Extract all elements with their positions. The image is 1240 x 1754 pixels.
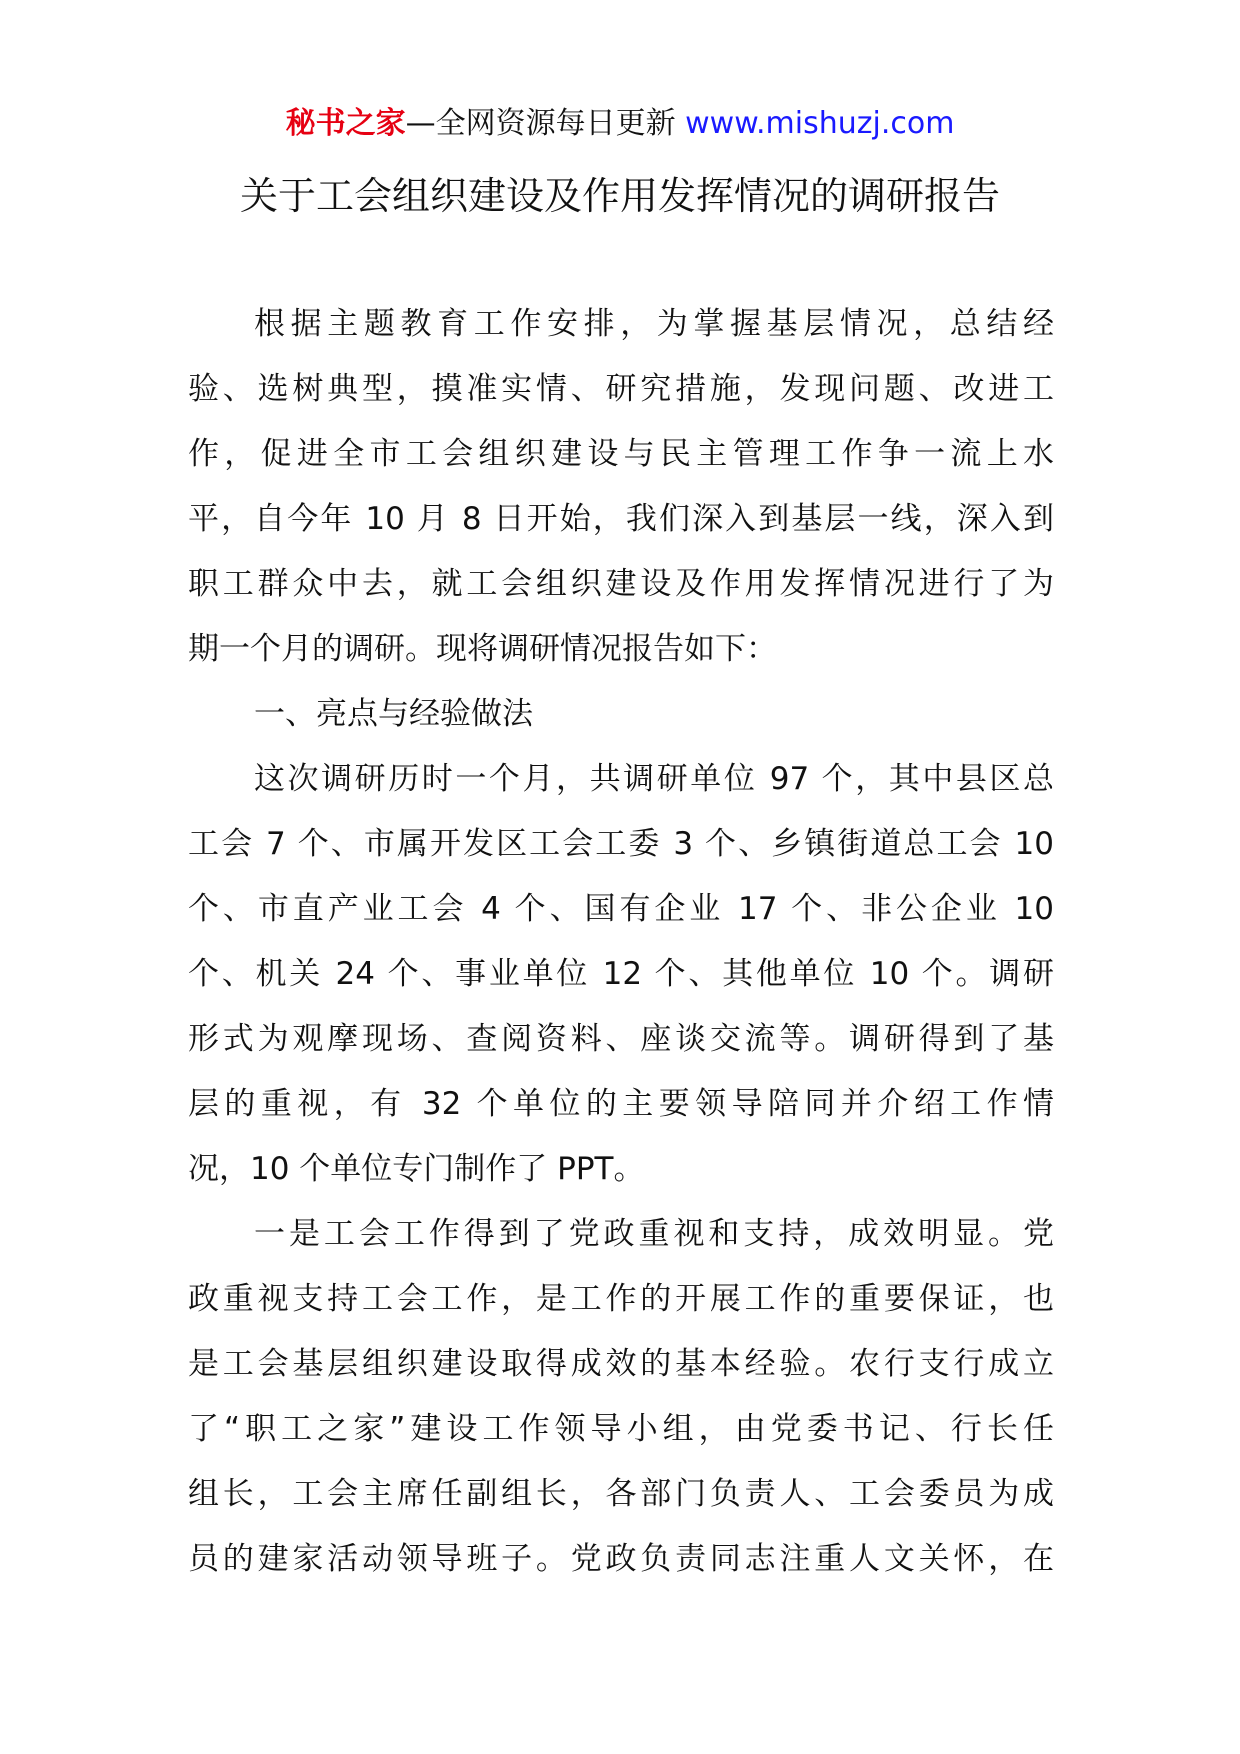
paragraph-line: 个、机关 24 个、事业单位 12 个、其他单位 10 个。调研 [188,956,1054,992]
site-tagline: —全网资源每日更新 [405,106,676,141]
site-url-link[interactable]: www.mishuzj.com [685,106,955,141]
paragraph-line: 验、选树典型，摸准实情、研究措施，发现问题、改进工 [188,371,1054,407]
paragraph-line: 组长，工会主席任副组长，各部门负责人、工会委员为成 [188,1476,1054,1512]
paragraph-line: 平，自今年 10 月 8 日开始，我们深入到基层一线，深入到 [188,501,1054,537]
paragraph-line: 个、市直产业工会 4 个、国有企业 17 个、非公企业 10 [188,891,1054,927]
paragraph-line: 是工会基层组织建设取得成效的基本经验。农行支行成立 [188,1346,1054,1382]
paragraph-line: 形式为观摩现场、查阅资料、座谈交流等。调研得到了基 [188,1021,1054,1057]
paragraph-line: 根据主题教育工作安排，为掌握基层情况，总结经 [254,306,1054,342]
paragraph-line: 员的建家活动领导班子。党政负责同志注重人文关怀，在 [188,1541,1054,1577]
paragraph-line: 工会 7 个、市属开发区工会工委 3 个、乡镇街道总工会 10 [188,826,1054,862]
paragraph-line: 这次调研历时一个月，共调研单位 97 个，其中县区总 [254,761,1054,797]
paragraph-line: 了“职工之家”建设工作领导小组，由党委书记、行长任 [188,1411,1054,1447]
document-title: 关于工会组织建设及作用发挥情况的调研报告 [239,174,1000,218]
paragraph-line: 一是工会工作得到了党政重视和支持，成效明显。党 [254,1216,1054,1252]
paragraph-line: 职工群众中去，就工会组织建设及作用发挥情况进行了为 [188,566,1054,602]
paragraph-line: 期一个月的调研。现将调研情况报告如下： [188,631,777,667]
site-header [0,100,1240,148]
paragraph-line: 层的重视，有 32 个单位的主要领导陪同并介绍工作情 [188,1086,1054,1122]
section-heading: 一、亮点与经验做法 [254,696,533,732]
paragraph-line: 政重视支持工会工作，是工作的开展工作的重要保证，也 [188,1281,1054,1317]
site-brand: 秘书之家 [285,106,406,141]
paragraph-line: 作，促进全市工会组织建设与民主管理工作争一流上水 [188,436,1054,472]
document-body [188,292,1054,1592]
paragraph-line: 况，10 个单位专门制作了 PPT。 [188,1151,645,1187]
